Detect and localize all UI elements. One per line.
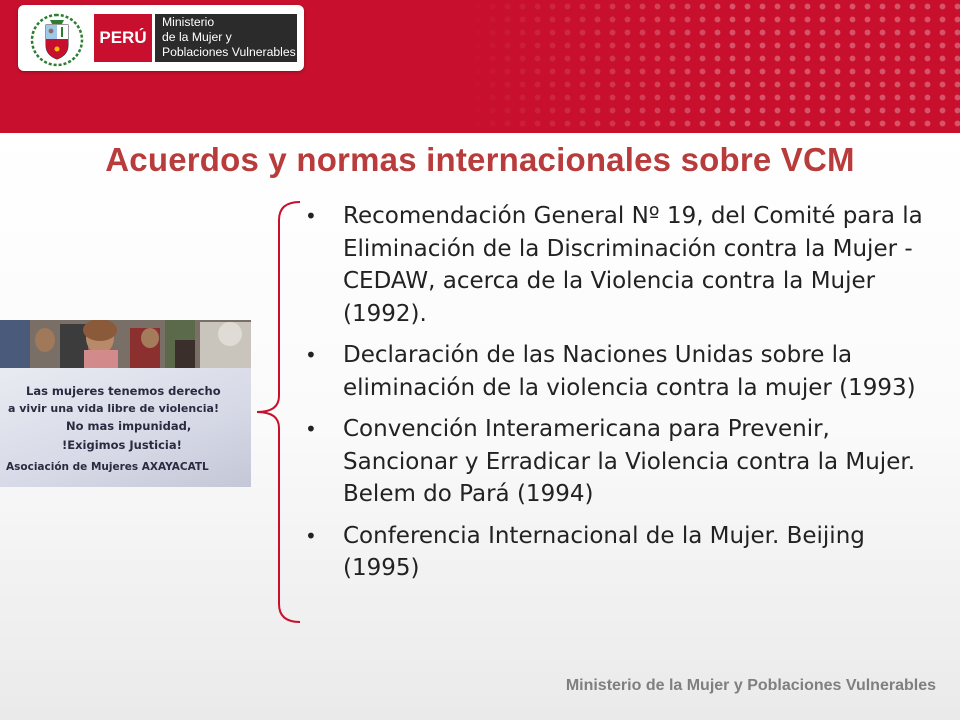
banner-line-2: a vivir una vida libre de violencia! xyxy=(8,402,219,415)
bullet-icon: • xyxy=(305,523,317,548)
list-item-text: Conferencia Internacional de la Mujer. Beijing (1995) xyxy=(343,522,865,581)
header-band xyxy=(0,0,960,133)
list-item xyxy=(300,339,940,404)
list-item-text: Recomendación General Nº 19, del Comité para la Eliminación de la Discriminación contra la Mujer - CEDAW, acerca de la Violencia contra la Mujer (1992). xyxy=(343,203,923,327)
ministry-line-2: de la Mujer y xyxy=(162,30,232,44)
protest-photo xyxy=(0,320,251,487)
bullet-icon: • xyxy=(305,343,317,367)
crowd-image xyxy=(0,320,251,370)
list-item-text: Declaración de las Naciones Unidas sobre la eliminación de la violencia contra la mujer (1993) xyxy=(343,342,916,401)
dot-pattern-fade xyxy=(470,0,730,133)
ministry-name-box xyxy=(155,14,297,62)
list-item xyxy=(300,413,940,511)
bullet-icon: • xyxy=(305,417,317,441)
ministry-line-3: Poblaciones Vulnerables xyxy=(162,45,296,59)
ministry-line-1: Ministerio xyxy=(162,15,215,29)
list-item xyxy=(300,520,940,585)
list-item-text: Convención Interamericana para Prevenir, Sancionar y Erradicar la Violencia contra la Mujer. Belem do Pará (1994) xyxy=(343,416,916,507)
footer-ministry-name: Ministerio de la Mujer y Poblaciones Vulnerables xyxy=(565,677,936,694)
slide-title: Acuerdos y normas internacionales sobre VCM xyxy=(105,141,855,178)
banner-line-5: Asociación de Mujeres AXAYACATL xyxy=(6,461,209,473)
left-brace xyxy=(255,200,305,625)
list-item xyxy=(300,200,940,330)
banner-line-3: No mas impunidad, xyxy=(66,419,192,433)
peru-badge xyxy=(94,14,152,62)
bullet-icon: • xyxy=(305,204,317,228)
country-name: PERÚ xyxy=(99,28,147,47)
protest-banner xyxy=(0,368,251,487)
banner-line-1: Las mujeres tenemos derecho xyxy=(26,384,221,398)
ministry-logo xyxy=(18,5,304,71)
banner-line-4: !Exigimos Justicia! xyxy=(62,438,182,452)
agreements-list xyxy=(300,200,940,594)
coat-of-arms-icon xyxy=(28,11,86,67)
